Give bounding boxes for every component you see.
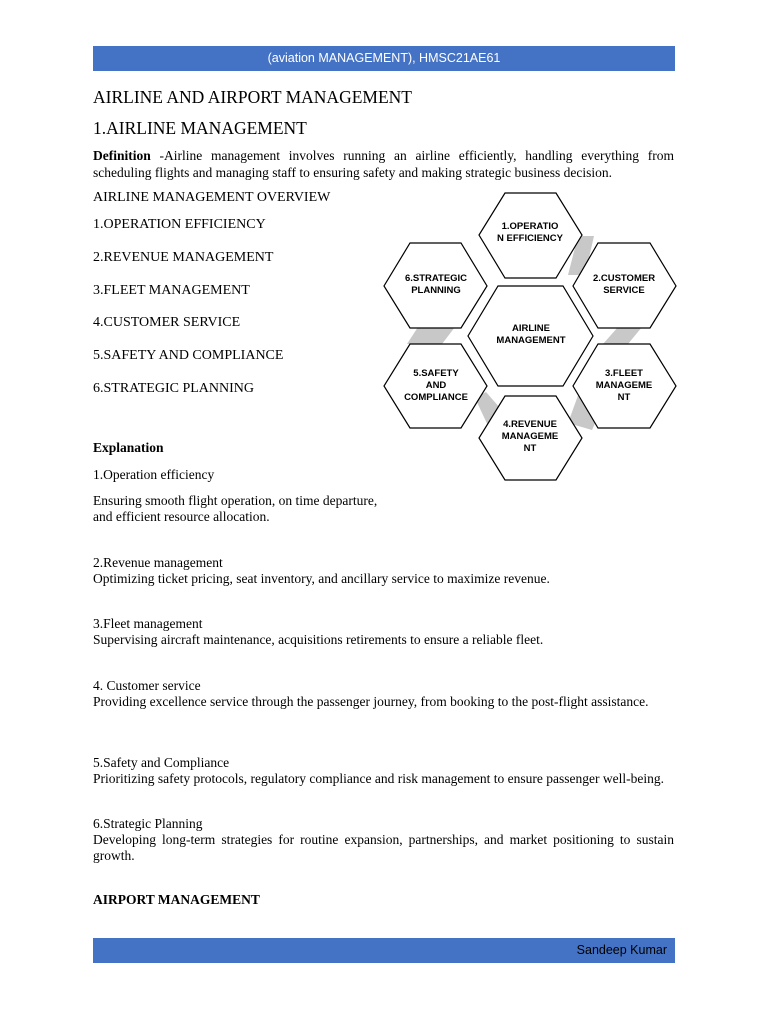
hex-label-customer-service <box>585 273 663 297</box>
hex-label-center <box>491 323 571 347</box>
connector-shape <box>603 327 642 344</box>
page-header-bar <box>93 46 675 71</box>
overview-item: 3.FLEET MANAGEMENT <box>93 283 250 298</box>
hex-label-line: 1.OPERATIO <box>501 221 559 232</box>
definition-label: Definition <box>93 148 151 163</box>
explanation-title: 2.Revenue management <box>93 555 223 570</box>
explanation-text: Optimizing ticket pricing, seat inventory, and ancillary service to maximize revenue. <box>93 571 550 586</box>
explanation-title: 6.Strategic Planning <box>93 816 203 831</box>
hex-label-line: AIRLINE <box>512 323 550 334</box>
hex-label-line: COMPLIANCE <box>404 392 468 403</box>
hex-label-fleet-management <box>585 368 663 404</box>
hex-label-safety-compliance <box>397 368 475 404</box>
explanation-title: 4. Customer service <box>93 678 201 693</box>
airline-management-hex-diagram <box>380 190 680 485</box>
hex-label-strategic-planning <box>397 273 475 297</box>
hex-label-line: MANAGEME <box>501 431 559 442</box>
explanation-title: 3.Fleet management <box>93 616 203 631</box>
hex-label-line: AND <box>425 380 447 391</box>
hex-label-line: MANAGEMENT <box>496 335 566 346</box>
explanation-title: 5.Safety and Compliance <box>93 755 230 770</box>
explanation-text: Prioritizing safety protocols, regulatory compliance and risk management to ensure passenger well-being. <box>93 771 664 786</box>
overview-item: 5.SAFETY AND COMPLIANCE <box>93 348 284 363</box>
explanation-line: Ensuring smooth flight operation, on time departure, <box>93 493 378 508</box>
hex-label-line: PLANNING <box>411 285 461 296</box>
section-heading-airport: AIRPORT MANAGEMENT <box>93 892 260 907</box>
definition-paragraph <box>93 147 674 181</box>
overview-item: 1.OPERATION EFFICIENCY <box>93 217 266 232</box>
connector-shape <box>407 327 455 344</box>
hex-label-line: 4.REVENUE <box>503 419 557 430</box>
hex-label-line: 5.SAFETY <box>413 368 459 379</box>
page-footer-bar <box>93 938 675 963</box>
overview-item: 4.CUSTOMER SERVICE <box>93 315 241 330</box>
overview-item: 2.REVENUE MANAGEMENT <box>93 250 274 265</box>
overview-heading: AIRLINE MANAGEMENT OVERVIEW <box>93 190 331 205</box>
hex-label-line: NT <box>523 443 537 454</box>
explanation-text: Supervising aircraft maintenance, acquisitions retirements to ensure a reliable fleet. <box>93 632 544 647</box>
footer-author: Sandeep Kumar <box>576 943 667 957</box>
explanation-heading: Explanation <box>93 440 164 455</box>
hex-label-line: 2.CUSTOMER <box>592 273 656 284</box>
hex-label-line: NT <box>617 392 631 403</box>
hex-label-line: MANAGEME <box>595 380 653 391</box>
hex-label-revenue-management <box>491 419 569 455</box>
explanation-line: and efficient resource allocation. <box>93 509 270 524</box>
header-text: (aviation MANAGEMENT), HMSC21AE61 <box>267 51 501 65</box>
hex-label-operation-efficiency <box>491 221 569 245</box>
hex-label-line: SERVICE <box>603 285 645 296</box>
hex-label-line: N EFFICIENCY <box>497 233 563 244</box>
hex-label-line: 3.FLEET <box>604 368 643 379</box>
explanation-text: Providing excellence service through the passenger journey, from booking to the post-flight assistance. <box>93 694 649 709</box>
section-heading-airline: 1.AIRLINE MANAGEMENT <box>93 118 307 138</box>
hex-label-line: 6.STRATEGIC <box>404 273 468 284</box>
explanation-text: Developing long-term strategies for routine expansion, partnerships, and market positioning to sustain growth. <box>93 832 674 863</box>
overview-item: 6.STRATEGIC PLANNING <box>93 381 254 396</box>
document-title: AIRLINE AND AIRPORT MANAGEMENT <box>93 87 412 107</box>
definition-text: -Airline management involves running an airline efficiently, handling everything from scheduling flights and managing staff to ensuring safety and making strategic business decision. <box>93 148 674 180</box>
explanation-title: 1.Operation efficiency <box>93 467 215 482</box>
